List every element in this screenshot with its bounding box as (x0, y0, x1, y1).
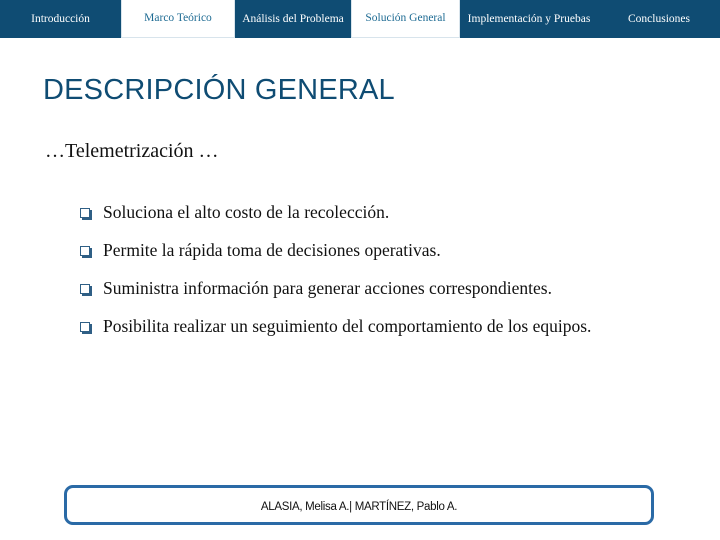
slide-title: DESCRIPCIÓN GENERAL (43, 74, 395, 106)
bullet-item (80, 314, 640, 339)
checkbox-square-icon (80, 246, 90, 256)
checkbox-square-icon (80, 208, 90, 218)
slide-subtitle: …Telemetrización … (45, 140, 219, 162)
tab-label: Introducción (31, 12, 90, 25)
checkbox-square-icon (80, 284, 90, 294)
bullet-text: Soluciona el alto costo de la recolección. (103, 202, 390, 222)
tab-analisis-del-problema[interactable] (235, 0, 351, 38)
bullet-text: Permite la rápida toma de decisiones operativas. (103, 240, 441, 260)
tab-conclusiones[interactable] (598, 0, 720, 38)
bullet-text: Suministra información para generar acciones correspondientes. (103, 278, 552, 298)
tab-implementacion-y-pruebas[interactable] (460, 0, 598, 38)
bullet-item (80, 200, 640, 225)
tab-label: Solución General (365, 12, 446, 24)
tab-solucion-general[interactable] (351, 0, 460, 38)
bullet-text: Posibilita realizar un seguimiento del comportamiento de los equipos. (103, 316, 592, 336)
bullet-item (80, 238, 640, 263)
section-nav-bar (0, 0, 720, 40)
tab-label: Conclusiones (628, 12, 690, 25)
bullet-list (80, 200, 640, 339)
tab-label: Análisis del Problema (242, 12, 344, 25)
tab-label: Implementación y Pruebas (467, 12, 591, 25)
tab-marco-teorico[interactable] (121, 0, 235, 38)
footer-authors-box (64, 485, 654, 525)
bullet-item (80, 276, 640, 301)
footer-authors: ALASIA, Melisa A.| MARTÍNEZ, Pablo A. (260, 501, 458, 513)
tab-label: Marco Teórico (144, 12, 212, 24)
checkbox-square-icon (80, 322, 90, 332)
tab-introduccion[interactable] (0, 0, 121, 38)
